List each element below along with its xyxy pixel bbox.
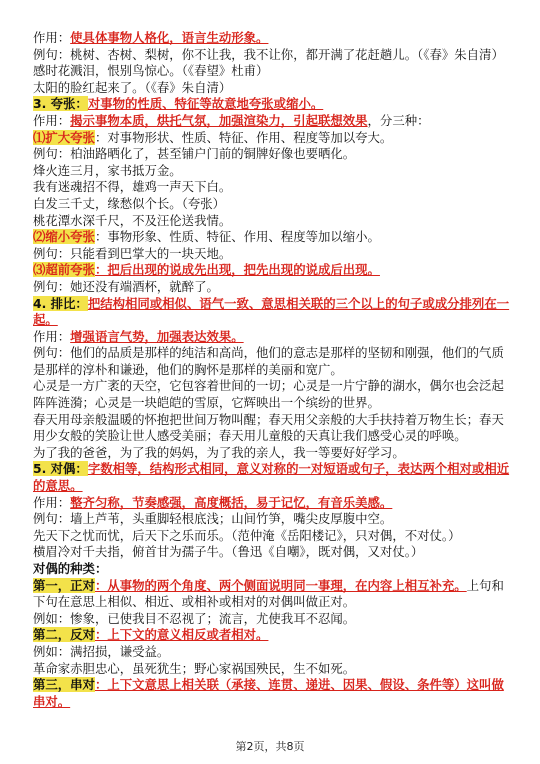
definition-text: 字数相等，结构形式相同，意义对称的一对短语或句子，表达两个相对或相近的意思。 [33, 461, 510, 494]
type-definition: ：上下文意思上相关联（承接、连贯、递进、因果、假设、条件等）这叫做串对。 [33, 677, 504, 709]
subtype-text: ：事物形象、性质、特征、作用、程度等加以缩小。 [94, 229, 380, 245]
example-line: 例句：桃树、杏树、梨树，你不让我，我不让你，都开满了花赶趟儿。（《春》朱自清） [33, 46, 504, 62]
shrink-hyperbole-line [33, 229, 511, 246]
example-line: 春天用母亲般温暖的怀抱把世间万物叫醒；春天用父亲般的大手扶持着万物生长；春天用少女般的笑脸让世人感受美丽；春天用儿童般的天真让我们感受心灵的呼唤。 [33, 411, 504, 444]
type-definition: ：上下文的意义相反或者相对。 [94, 627, 269, 643]
effect-text: 使具体事物人格化，语言生动形象。 [70, 30, 269, 45]
hyperbole-heading [33, 96, 511, 113]
document-body [33, 30, 511, 710]
example-line: 心灵是一方广袤的天空，它包容着世间的一切；心灵是一片宁静的湖水，偶尔也会泛起阵阵涟漪；心灵是一块皑皑的雪原，它辉映出一个缤纷的世界。 [33, 378, 504, 411]
section-number-label: 4. 排比： [33, 295, 88, 311]
definition-text: 把结构相同或相似、语气一致、意思相关联的三个以上的句子或成分排列在一起。 [33, 295, 510, 328]
advance-hyperbole-line [33, 262, 511, 279]
antithesis-heading [33, 461, 511, 494]
parallelism-effect-line [33, 329, 511, 346]
antithesis-effect-line [33, 495, 511, 512]
subtype-label: ⑵缩小夸张 [33, 229, 95, 245]
personification-effect-line [33, 30, 511, 47]
example-line: 例句：墙上芦苇，头重脚轻根底浅；山间竹笋，嘴尖皮厚腹中空。 [33, 511, 393, 527]
effect-label: 作用： [33, 328, 71, 344]
subtype-text: ：对事物形状、性质、特征、作用、程度等加以夸大。 [94, 129, 393, 145]
example-line: 例句：柏油路晒化了，甚至铺户门前的铜牌好像也要晒化。 [33, 146, 356, 162]
positive-antithesis-line [33, 578, 511, 611]
effect-text: 整齐匀称，节奏感强，高度概括，易于记忆，有音乐美感。 [70, 494, 393, 510]
serial-antithesis-line [33, 677, 511, 710]
example-line: 例句：他们的品质是那样的纯洁和高尚，他们的意志是那样的坚韧和刚强，他们的气质是那样的淳朴和谦逊，他们的胸怀是那样的美丽和宽广。 [33, 345, 504, 377]
subtype-label: ⑴扩大夸张 [33, 129, 95, 145]
effect-label: 作用： [33, 112, 71, 128]
section-number-label: 5. 对偶： [33, 461, 88, 477]
effect-label: 作用： [33, 30, 71, 45]
type-definition: ：从事物的两个角度、两个侧面说明同一事理，在内容上相互补充。 [94, 577, 467, 593]
type-label: 第三，串对 [33, 677, 95, 693]
example-line: 感时花溅泪，恨别鸟惊心。（《春望》杜甫） [33, 63, 269, 79]
example-line: 太阳的脸红起来了。（《春》朱自清） [33, 79, 232, 95]
parallelism-heading [33, 296, 511, 329]
type-label: 第二，反对 [33, 627, 95, 643]
effect-suffix: ，分三种： [367, 112, 430, 128]
example-line: 革命家赤胆忠心，虽死犹生；野心家祸国殃民，生不如死。 [33, 660, 356, 676]
type-label: 第一，正对 [33, 577, 95, 593]
example-line: 白发三千丈，缘愁似个长。（夸张） [33, 195, 226, 211]
example-line: 例如：满招损，谦受益。 [33, 643, 170, 659]
example-line: 先天下之忧而忧，后天下之乐而乐。（范仲淹《岳阳楼记》，只对偶，不对仗。） [33, 527, 461, 543]
antithesis-types-heading: 对偶的种类： [33, 561, 108, 576]
example-line: 桃花潭水深千尺，不及汪伦送我情。 [33, 212, 232, 228]
example-line: 为了我的爸爸，为了我的妈妈，为了我的亲人，我一等要好好学习。 [33, 444, 405, 460]
example-line: 例如：惨象，已使我目不忍视了；流言，尤使我耳不忍闻。 [33, 610, 356, 626]
example-line: 例句：她还没有端酒杯，就醉了。 [33, 278, 219, 294]
expand-hyperbole-line [33, 130, 511, 147]
subtype-text: ：把后出现的说成先出现，把先出现的说成后出现。 [94, 262, 380, 278]
effect-label: 作用： [33, 494, 71, 510]
effect-text: 揭示事物本质，烘托气氛，加强渲染力，引起联想效果 [70, 112, 368, 128]
effect-text: 增强语言气势，加强表达效果。 [70, 328, 244, 344]
section-number-label: 3. 夸张： [33, 96, 88, 112]
negative-antithesis-line [33, 627, 511, 644]
definition-text: 对事物的性质、特征等故意地夸张或缩小。 [87, 96, 324, 112]
example-line: 横眉冷对千夫指，俯首甘为孺子牛。（鲁迅《自嘲》，既对偶，又对仗。） [33, 544, 424, 560]
page-footer: 第2页，共8页 [235, 740, 305, 753]
subtype-label: ⑶超前夸张 [33, 262, 95, 278]
hyperbole-effect-line [33, 113, 511, 130]
example-line: 烽火连三月，家书抵万金。 [33, 162, 182, 178]
example-line: 我有迷魂招不得，雄鸡一声天下白。 [33, 179, 232, 195]
example-line: 例句：只能看到巴掌大的一块天地。 [33, 245, 232, 261]
type-explanation: 上句和下句在意思上相似、相近、或相补或相对的对偶叫做正对。 [33, 577, 504, 610]
